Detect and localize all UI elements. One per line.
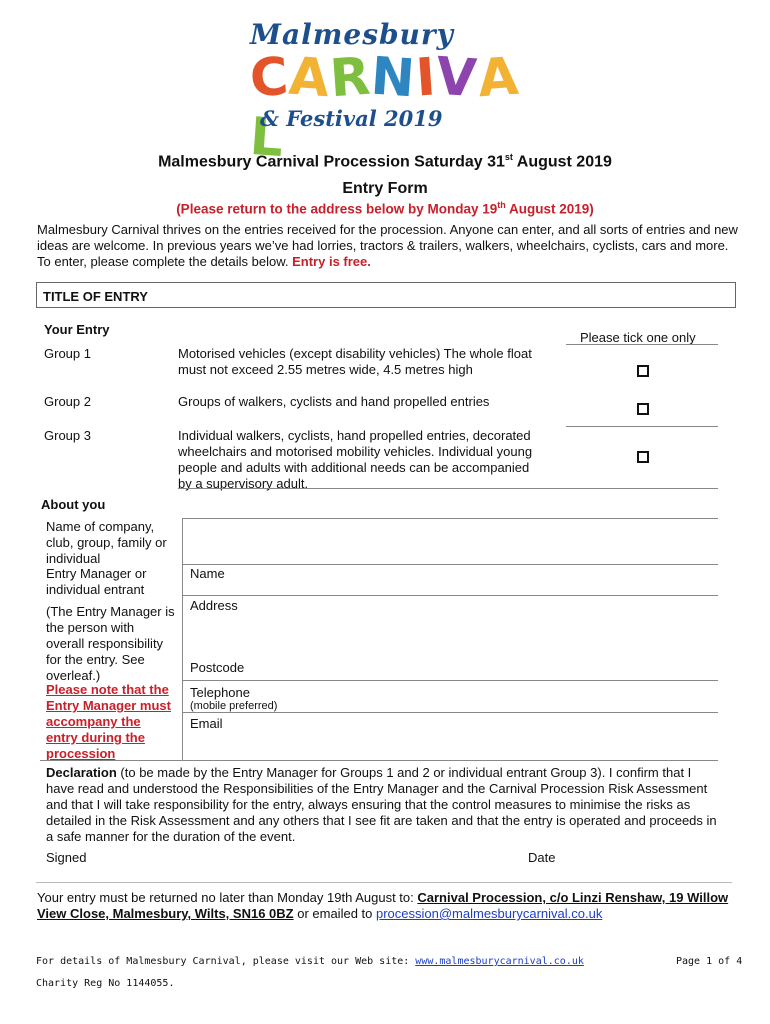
return-address: Carnival Procession, c/o Linzi Renshaw, 19 Willow View Close, Malmesbury, Wilts, SN16 0BZ <box>37 890 729 921</box>
date-label: Date <box>528 850 556 865</box>
name-field-label: Name <box>190 566 225 581</box>
group-1-label: Group 1 <box>44 346 91 361</box>
group-3-label: Group 3 <box>44 428 91 443</box>
footer-details: For details of Malmesbury Carnival, please visit our Web site: www.malmesburycarnival.co.uk <box>36 956 584 967</box>
logo-letter: V <box>434 46 480 110</box>
tick-instruction: Please tick one only <box>580 330 696 345</box>
group-3-checkbox[interactable] <box>637 451 649 463</box>
company-input[interactable] <box>186 520 716 562</box>
group-1-checkbox[interactable] <box>637 365 649 377</box>
logo-letter: R <box>328 46 374 110</box>
your-entry-heading: Your Entry <box>44 322 110 337</box>
logo-letter: C <box>247 46 292 110</box>
email-input[interactable] <box>240 714 716 754</box>
company-label: Name of company, club, group, family or individual <box>46 519 167 566</box>
manager-warning: Please note that the Entry Manager must accompany the entry during the procession <box>46 682 171 761</box>
return-instructions: Your entry must be returned no later than Monday 19th August to: Carnival Procession, c/o Linzi Renshaw, 19 Willow View Close, Malmesbury, Wilts, SN16 0BZ or emailed to procession@malmesburycarnival.co.uk <box>37 890 729 921</box>
form-subtitle: Entry Form <box>342 180 428 197</box>
signed-label: Signed <box>46 850 87 865</box>
charity-number: Charity Reg No 1144055. <box>36 978 175 989</box>
group-2-label: Group 2 <box>44 394 91 409</box>
page-title: Malmesbury Carnival Procession Saturday 31st August 2019 <box>158 152 612 171</box>
address-input[interactable] <box>250 598 716 653</box>
logo-letter: I <box>413 47 439 109</box>
signature-input[interactable] <box>100 848 510 868</box>
email-field-label: Email <box>190 716 223 731</box>
date-input[interactable] <box>566 848 716 868</box>
manager-note: (The Entry Manager is the person with overall responsibility for the entry. See overleaf.) <box>46 604 175 683</box>
group-2-checkbox[interactable] <box>637 403 649 415</box>
name-input[interactable] <box>240 566 716 594</box>
logo-letter: A <box>287 46 333 110</box>
page-number: Page 1 of 4 <box>676 956 743 967</box>
return-note: (Please return to the address below by Monday 19th August 2019) <box>176 200 594 217</box>
telephone-field-label: Telephone <box>190 685 250 700</box>
email-link[interactable]: procession@malmesburycarnival.co.uk <box>375 906 603 921</box>
telephone-hint: (mobile preferred) <box>190 700 278 712</box>
intro-paragraph: Malmesbury Carnival thrives on the entries received for the procession. Anyone can enter, and all sorts of entries and new ideas are welcome. In previous years we’ve had lorries, tractors & trailers, walkers, wheelchairs, cyclists, cars and more. To enter, please complete the details below. Entry is free. <box>37 222 738 269</box>
group-1-description: Motorised vehicles (except disability vehicles) The whole float must not exceed 2.55 metres wide, 4.5 metres high <box>178 346 532 377</box>
declaration-paragraph: Declaration (to be made by the Entry Manager for Groups 1 and 2 or individual entrant Group 3). I confirm that I have read and understood the Responsibilities of the Entry Manager and the Carnival Procession Risk Assessment and that I will take responsibility for the entry, always ensuring that the control measures to minimise the risks as detailed in the Risk Assessment and any others that I see fit are taken and that the entry is operated and proceeds in a safe manner for the duration of the event. <box>46 765 717 844</box>
title-of-entry-box[interactable] <box>36 282 736 308</box>
address-field-label: Address <box>190 598 238 613</box>
manager-label: Entry Manager or individual entrant <box>46 566 147 597</box>
about-you-heading: About you <box>41 497 106 512</box>
postcode-field-label: Postcode <box>190 660 245 675</box>
logo-line-3: & Festival 2019 <box>260 106 443 131</box>
postcode-input[interactable] <box>256 658 716 678</box>
logo-letter: L <box>247 106 287 170</box>
telephone-input[interactable] <box>290 684 716 710</box>
logo-line-1: Malmesbury <box>250 18 454 51</box>
logo-letter: N <box>369 46 419 110</box>
group-3-description: Individual walkers, cyclists, hand propelled entries, decorated wheelchairs and motorised mobility vehicles. Individual young people and adults with additional needs can be accompanied by a supervisory adult. <box>178 428 533 491</box>
website-link[interactable]: www.malmesburycarnival.co.uk <box>415 956 584 967</box>
logo-letter: A <box>475 46 521 110</box>
title-of-entry-label: TITLE OF ENTRY <box>43 289 148 304</box>
group-2-description: Groups of walkers, cyclists and hand propelled entries <box>178 394 490 409</box>
